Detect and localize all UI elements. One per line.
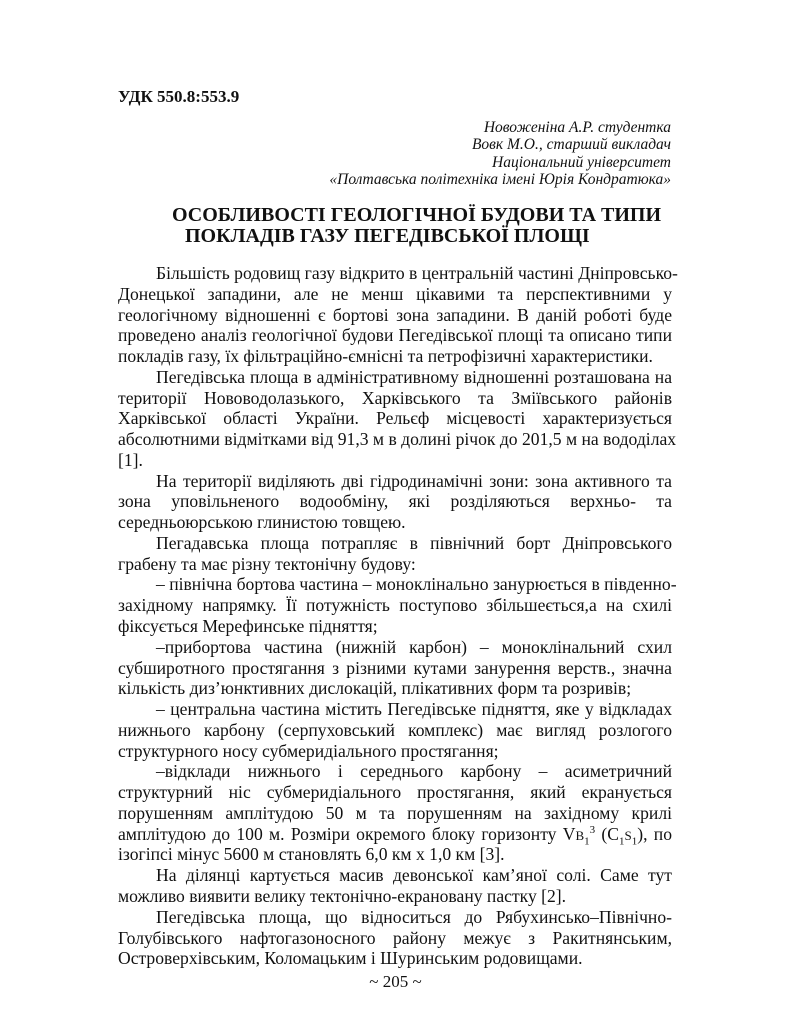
author-block [329, 119, 671, 188]
text-line: Пегадавська площа потрапляє в північний борт Дніпровського [156, 532, 672, 553]
text-line: Донецької западини, але не менш цікавими та перспективними у [118, 283, 672, 304]
text-line: грабену та має різну тектонічну будову: [118, 553, 416, 574]
paragraph [118, 637, 672, 699]
affiliation-1: Національний університет [492, 153, 671, 171]
udk-code: УДК 550.8:553.9 [118, 87, 240, 106]
paragraph [118, 471, 672, 533]
stage-index: S [624, 827, 632, 843]
author-2: Вовк М.О., старший викладач [471, 136, 671, 154]
text-line: – північна бортова частина – моноклінально занурюється в південно- [156, 574, 677, 595]
text-line: субширотного простягання з різними кутами занурення верств., значна [118, 657, 672, 678]
text: амплітудою до 100 м. Розміри окремого блоку горизонту V [118, 823, 576, 844]
paragraph [118, 761, 672, 865]
page-number: ~ 205 ~ [369, 972, 422, 991]
paragraph [118, 574, 677, 637]
text-line: покладів газу, їх фільтраційно-ємнісні та петрофізичні характеристики. [118, 346, 653, 367]
superscript: 3 [589, 823, 596, 836]
text-line: геологічному відношенні є бортові зона западини. В даній роботі буде [118, 304, 672, 325]
text-line: ізогіпсі мінус 5600 м становлять 6,0 км х 1,0 км [3]. [118, 844, 505, 865]
text-line: Пегедівська площа, що відноситься до Рябухинсько–Північно- [156, 906, 672, 927]
text-line: – центральна частина містить Пегедівське підняття, яке у відкладах [156, 699, 672, 720]
text-line: Пегедівська площа в адміністративному відношенні розташована на [156, 366, 672, 387]
text-line: проведено аналіз геологічної будови Пегедівської площі та описано типи [118, 325, 672, 346]
horizon-index: В [575, 827, 585, 843]
text-line: [1]. [118, 449, 143, 470]
paragraph [118, 699, 672, 761]
text-line: структурний ніс субмеридіального простягання, який екранується [118, 782, 672, 803]
text-line: структурного носу субмеридіального простягання; [118, 740, 499, 761]
text-line: абсолютними відмітками від 91,3 м в долині річок до 201,5 м на вододілах [118, 429, 677, 450]
article-title-line-2: ПОКЛАДІВ ГАЗУ ПЕГЕДІВСЬКОЇ ПЛОЩІ [185, 225, 590, 247]
text-line: фіксується Мерефинське підняття; [118, 616, 378, 637]
paragraph [118, 533, 672, 575]
text-line: Островерхівським, Коломацьким і Шуринським родовищами. [118, 948, 583, 969]
affiliation-2: «Полтавська політехніка імені Юрія Кондратюка» [329, 170, 671, 188]
text-line: На території виділяють дві гідродинамічні зони: зона активного та [156, 470, 672, 491]
text-line: порушенням амплітудою 50 м та порушенням на західному крилі [118, 802, 672, 823]
subscript: 1 [631, 835, 638, 848]
text: ), по [637, 823, 672, 844]
article-title-line-1: ОСОБЛИВОСТІ ГЕОЛОГІЧНОЇ БУДОВИ ТА ТИПИ [172, 204, 662, 226]
text-line: західному напрямку. Її потужність поступово збільшеється,а на схилі [118, 595, 672, 616]
text-line: На ділянці картується масив девонської кам’яної солі. Саме тут [156, 865, 672, 886]
paragraph [118, 366, 677, 471]
text-line: –відклади нижнього і середнього карбону – асиметричний [156, 761, 672, 782]
text-line: території Нововодолазького, Харківського та Зміївського районів [118, 387, 672, 408]
author-1: Новоженіна А.Р. студентка [483, 119, 671, 136]
text-line [118, 823, 672, 848]
text-line: Харківської області України. Рельєф місцевості характеризується [118, 408, 672, 429]
text-line: зона уповільненого водообміну, які розділяються верхньо- та [118, 491, 672, 512]
text-line: кількість диз’юнктивних дислокацій, плікативних форм та розривів; [118, 678, 632, 699]
paragraph [118, 865, 672, 907]
paragraph [118, 263, 678, 367]
text-line: нижнього карбону (серпуховський комплекс) має вигляд розлогого [118, 719, 672, 740]
text-line: Голубівського нафтогазоносного району межує з Ракитнянським, [118, 927, 672, 948]
paragraph [118, 907, 672, 969]
text: (C [595, 823, 620, 844]
subscript: 1 [584, 835, 590, 848]
text-line: –прибортова частина (нижній карбон) – моноклінальний схил [156, 636, 672, 657]
subscript: 1 [619, 835, 625, 848]
article-body [118, 263, 678, 969]
text-line: середньоюрською глинистою товщею. [118, 512, 406, 533]
text-line: Більшість родовищ газу відкрито в центральній частині Дніпровсько- [156, 263, 678, 283]
text-line: можливо виявити велику тектонічно-екрановану пастку [2]. [118, 885, 567, 906]
